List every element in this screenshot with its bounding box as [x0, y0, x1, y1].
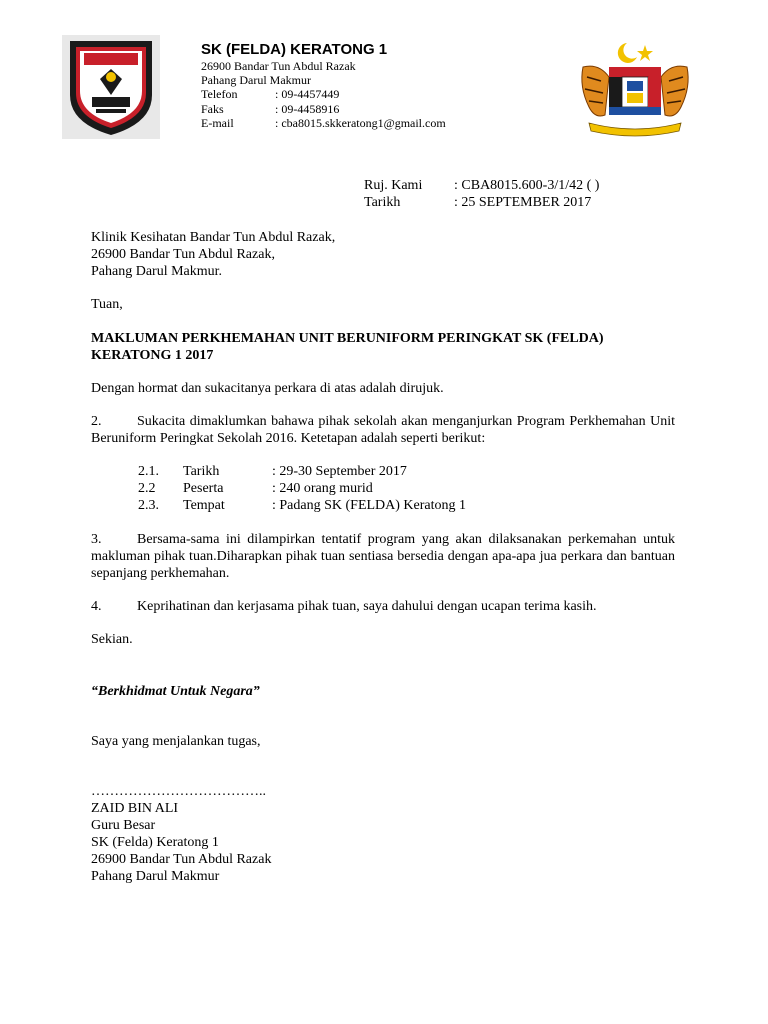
signatory-address-2: Pahang Darul Makmur [91, 869, 220, 884]
detail-3-value: : Padang SK (FELDA) Keratong 1 [272, 498, 467, 513]
signatory-title: Guru Besar [91, 818, 156, 833]
paragraph-2 [91, 413, 675, 447]
paragraph-4 [91, 598, 597, 615]
motto: “Berkhidmat Untuk Negara” [91, 684, 260, 699]
email-value: : cba8015.skkeratong1@gmail.com [275, 116, 446, 130]
duty-line: Saya yang menjalankan tugas, [91, 734, 261, 749]
signatory-name: ZAID BIN ALI [91, 801, 179, 816]
paragraph-4-number: 4. [91, 599, 102, 614]
paragraph-3-number: 3. [91, 532, 102, 547]
coat-of-arms-icon [575, 37, 695, 137]
paragraph-3 [91, 531, 675, 582]
email-label: E-mail [201, 116, 234, 130]
detail-1-number: 2.1. [138, 464, 159, 479]
phone-label: Telefon [201, 87, 238, 101]
detail-2-number: 2.2 [138, 481, 156, 496]
national-crest [575, 37, 695, 137]
paragraph-4-text: Keprihatinan dan kerjasama pihak tuan, saya dahului dengan ucapan terima kasih. [137, 599, 597, 614]
subject-line-2: KERATONG 1 2017 [91, 348, 214, 363]
opening-paragraph: Dengan hormat dan sukacitanya perkara di atas adalah dirujuk. [91, 381, 444, 396]
school-name: SK (FELDA) KERATONG 1 [201, 41, 388, 58]
paragraph-2-number: 2. [91, 414, 102, 429]
paragraph-2-text: Sukacita dimaklumkan bahawa pihak sekolah akan menganjurkan Program Perkhemahan Unit Beruniform Peringkat Sekolah 2016. Ketetapan adalah seperti berikut: [91, 414, 675, 446]
signatory-school: SK (Felda) Keratong 1 [91, 835, 219, 850]
fax-value: : 09-4458916 [275, 102, 340, 116]
ref-label: Ruj. Kami [364, 178, 423, 193]
school-address-line-2: Pahang Darul Makmur [201, 73, 311, 87]
recipient-line-3: Pahang Darul Makmur. [91, 264, 223, 279]
recipient-line-2: 26900 Bandar Tun Abdul Razak, [91, 247, 275, 262]
school-logo [62, 35, 160, 139]
closing: Sekian. [91, 632, 133, 647]
salutation: Tuan, [91, 297, 123, 312]
recipient-line-1: Klinik Kesihatan Bandar Tun Abdul Razak, [91, 230, 336, 245]
detail-1-label: Tarikh [183, 464, 220, 479]
signatory-address-1: 26900 Bandar Tun Abdul Razak [91, 852, 272, 867]
date-label: Tarikh [364, 195, 401, 210]
detail-3-label: Tempat [183, 498, 225, 513]
paragraph-3-text: Bersama-sama ini dilampirkan tentatif program yang akan dilaksanakan perkemahan untuk makluman pihak tuan.Diharapkan pihak tuan sentiasa bersedia dengan apa-apa jua perkara dan bantuan sepanjang perkhemahan. [91, 532, 675, 581]
detail-1-value: : 29-30 September 2017 [272, 464, 407, 479]
subject-line-1: MAKLUMAN PERKHEMAHAN UNIT BERUNIFORM PERINGKAT SK (FELDA) [91, 331, 604, 346]
date-value: : 25 SEPTEMBER 2017 [454, 195, 592, 210]
ref-value: : CBA8015.600-3/1/42 ( ) [454, 178, 600, 193]
school-shield-icon [62, 35, 160, 139]
school-address-line-1: 26900 Bandar Tun Abdul Razak [201, 59, 356, 73]
fax-label: Faks [201, 102, 224, 116]
detail-3-number: 2.3. [138, 498, 159, 513]
signature-line: ……………………………….. [91, 784, 266, 799]
detail-2-label: Peserta [183, 481, 224, 496]
detail-2-value: : 240 orang murid [272, 481, 373, 496]
phone-value: : 09-4457449 [275, 87, 340, 101]
